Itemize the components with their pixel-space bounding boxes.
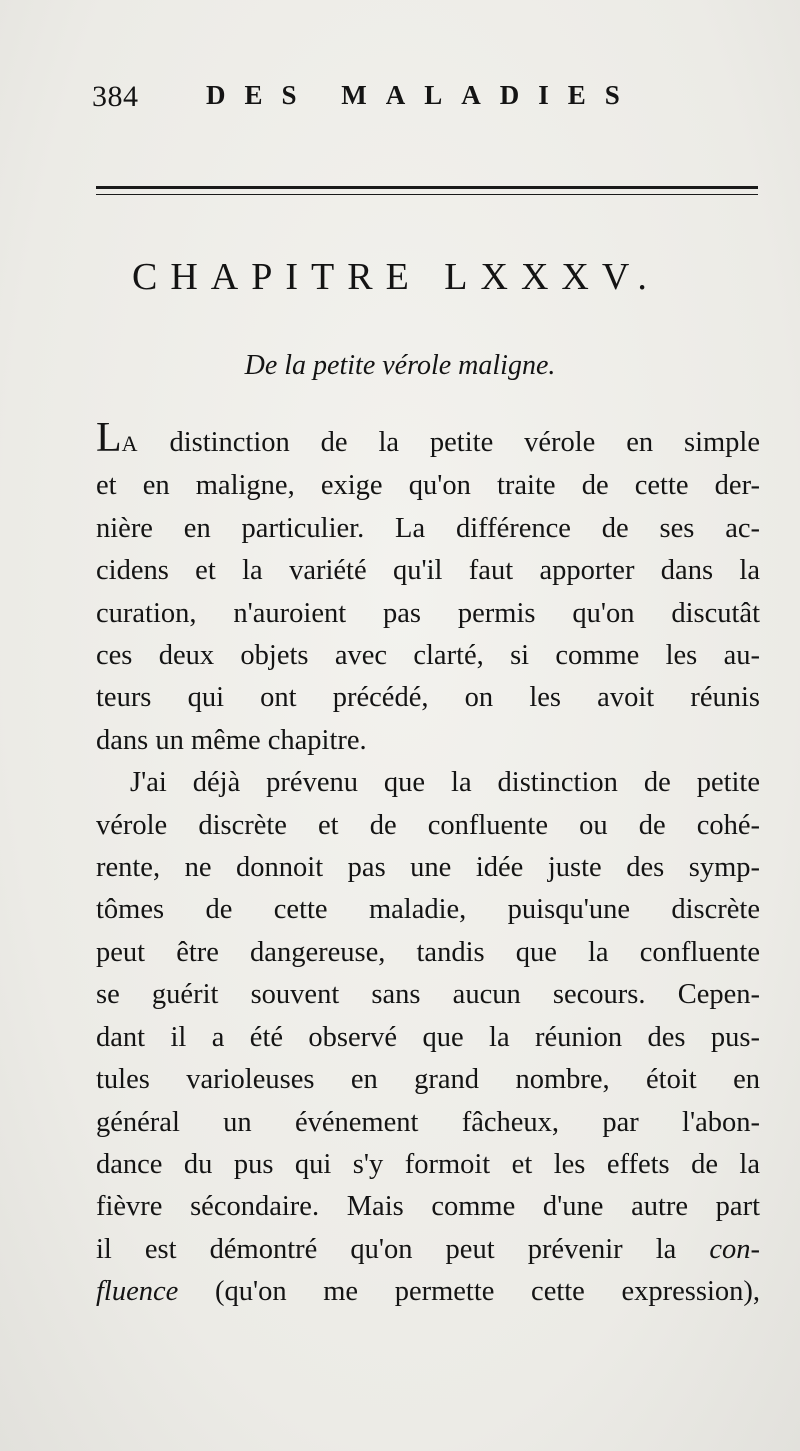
- header-rule-thin: [96, 194, 758, 195]
- text-line: vérole discrète et de confluente ou de cohé-: [96, 809, 760, 841]
- text-line: cidens et la variété qu'il faut apporter dans la: [96, 555, 760, 587]
- text-line: tules varioleuses en grand nombre, étoit en: [96, 1064, 760, 1096]
- text-line: dant il a été observé que la réunion des pus-: [96, 1021, 760, 1053]
- text-line: J'ai déjà prévenu que la distinction de petite: [130, 767, 760, 799]
- text-line: nière en particulier. La différence de ses ac-: [96, 512, 760, 544]
- line-text: distinction de la petite vérole en simple: [138, 427, 760, 458]
- chapter-title: CHAPITRE LXXXV.: [132, 256, 660, 298]
- running-head: DES MALADIES: [206, 80, 639, 110]
- text-line: [96, 415, 760, 465]
- text-line: dance du pus qui s'y formoit et les effets de la: [96, 1148, 760, 1180]
- text-line: peut être dangereuse, tandis que la confluente: [96, 936, 760, 968]
- text-line: ces deux objets avec clarté, si comme les au-: [96, 640, 760, 672]
- text-line: [96, 1229, 760, 1271]
- text-line: curation, n'auroient pas permis qu'on discutât: [96, 597, 760, 629]
- text-line: tômes de cette maladie, puisqu'une discrète: [96, 894, 760, 926]
- text-line: [96, 1271, 760, 1313]
- text-line: teurs qui ont précédé, on les avoit réunis: [96, 682, 760, 714]
- page-number: 384: [92, 80, 139, 113]
- line-text: il est démontré qu'on peut prévenir la: [96, 1233, 710, 1265]
- header-rule-thick: [96, 186, 758, 189]
- small-cap: A: [121, 431, 139, 456]
- italic-word: con-: [709, 1233, 760, 1265]
- text-line: se guérit souvent sans aucun secours. Cepen-: [96, 979, 760, 1011]
- italic-word: fluence: [96, 1276, 179, 1308]
- text-line: et en maligne, exige qu'on traite de cette der-: [96, 470, 760, 502]
- text-line: général un événement fâcheux, par l'abon-: [96, 1106, 760, 1138]
- drop-cap: L: [96, 415, 122, 461]
- body-text: [96, 415, 760, 1314]
- chapter-subtitle: De la petite vérole maligne.: [244, 350, 556, 381]
- text-line: dans un même chapitre.: [96, 724, 367, 756]
- text-line: rente, ne donnoit pas une idée juste des symp-: [96, 852, 760, 884]
- page-header: [92, 80, 652, 124]
- line-text: (qu'on me permette cette expression),: [178, 1276, 760, 1308]
- text-line: fièvre sécondaire. Mais comme d'une autre part: [96, 1191, 760, 1223]
